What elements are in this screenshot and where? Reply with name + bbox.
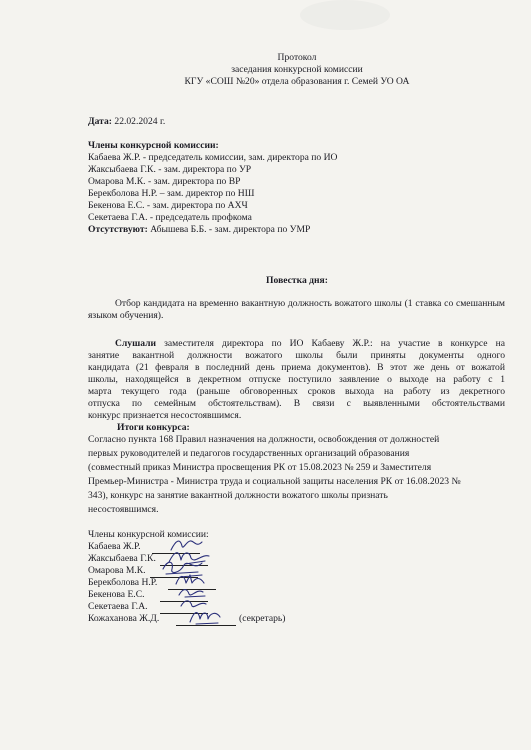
- heard-line: школы, находящейся в декретном отпуске поступило заявление о выходе на работу с 1: [88, 374, 505, 385]
- doc-subtitle: заседания конкурсной комиссии: [231, 64, 363, 75]
- member-line: Берекболова Н.Р. – зам. директор по НШ: [88, 188, 255, 199]
- results-line: Премьер-Министра - Министра труда и социальной защиты населения РК от 16.08.2023 №: [88, 476, 461, 487]
- signature-7: [186, 607, 226, 627]
- absent-value: Абышева Б.Б. - зам. директора по УМР: [150, 224, 311, 235]
- absent-line: [88, 224, 310, 236]
- member-line: Бекенова Е.С. - зам. директора по АХЧ: [88, 200, 248, 211]
- agenda-title: Повестка дня:: [266, 275, 328, 286]
- results-line: 343), конкурс на занятие вакантной должности вожатого школы признать: [88, 490, 388, 501]
- date-label: Дата:: [88, 116, 112, 127]
- heard-line: марта текущего года (раньше обговоренных сроков выхода на работу из декретного: [88, 386, 505, 397]
- results-line: (совместный приказ Министра просвещения РК от 15.08.2023 № 259 и Заместителя: [88, 462, 432, 473]
- results-title: Итоги конкурса:: [117, 422, 190, 433]
- secretary-note: (секретарь): [239, 613, 286, 624]
- member-line: Омарова М.К. - зам. директора по ВР: [88, 176, 241, 187]
- heard-line-1: [115, 338, 505, 350]
- signatures-title: Члены конкурсной комиссии:: [88, 529, 209, 540]
- heard-label: Слушали: [115, 338, 156, 349]
- date-value: 22.02.2024 г.: [114, 116, 166, 127]
- doc-organization: КГУ «СОШ №20» отдела образования г. Семей УО ОА: [184, 76, 410, 87]
- absent-label: Отсутствуют:: [88, 224, 148, 235]
- agenda-text: Отбор кандидата на временно вакантную должность вожатого школы (1 ставка со смешанным языком обучения).: [88, 298, 505, 321]
- results-line: Согласно пункта 168 Правил назначения на должности, освобождения от должностей: [88, 434, 440, 445]
- date-line: [88, 116, 165, 128]
- signatory-name: Кожаханова Ж.Д.: [88, 613, 160, 624]
- heard-line: заместителя директора по ИО Кабаеву Ж.Р.: на участие в конкурсе на: [164, 338, 505, 349]
- signatory-name: Омарова М.К.: [88, 565, 146, 576]
- results-line: несостоявшимся.: [88, 504, 159, 515]
- results-line: первых руководителей и педагогов государственных организаций образования: [88, 448, 410, 459]
- member-line: Кабаева Ж.Р. - председатель комиссии, зам. директора по ИО: [88, 152, 338, 163]
- heard-line: отпуска по семейным обстоятельствам). В связи с выявленными обстоятельствами: [88, 398, 505, 409]
- signatory-name: Берекболова Н.Р.: [88, 577, 158, 588]
- heard-line: занятие вакантной должности вожатого школы были приняты документы одного: [88, 350, 505, 361]
- member-line: Секетаева Г.А. - председатель профкома: [88, 212, 252, 223]
- member-line: Жаксыбаева Г.К. - зам. директора по УР: [88, 164, 252, 175]
- signatory-name: Жаксыбаева Г.К.: [88, 553, 156, 564]
- signatory-name: Секетаева Г.А.: [88, 601, 148, 612]
- heard-line: конкурс признается несостоявшимся.: [88, 410, 242, 421]
- doc-title: Протокол: [277, 52, 317, 63]
- heard-line: кандидата (21 февраля в последний день приема документов). В этот же день от вожатой: [88, 362, 505, 373]
- signatory-name: Бекенова Е.С.: [88, 589, 145, 600]
- members-title: Члены конкурсной комиссии:: [88, 140, 219, 151]
- scan-smudge: [300, 0, 390, 30]
- signatory-name: Кабаева Ж.Р.: [88, 541, 141, 552]
